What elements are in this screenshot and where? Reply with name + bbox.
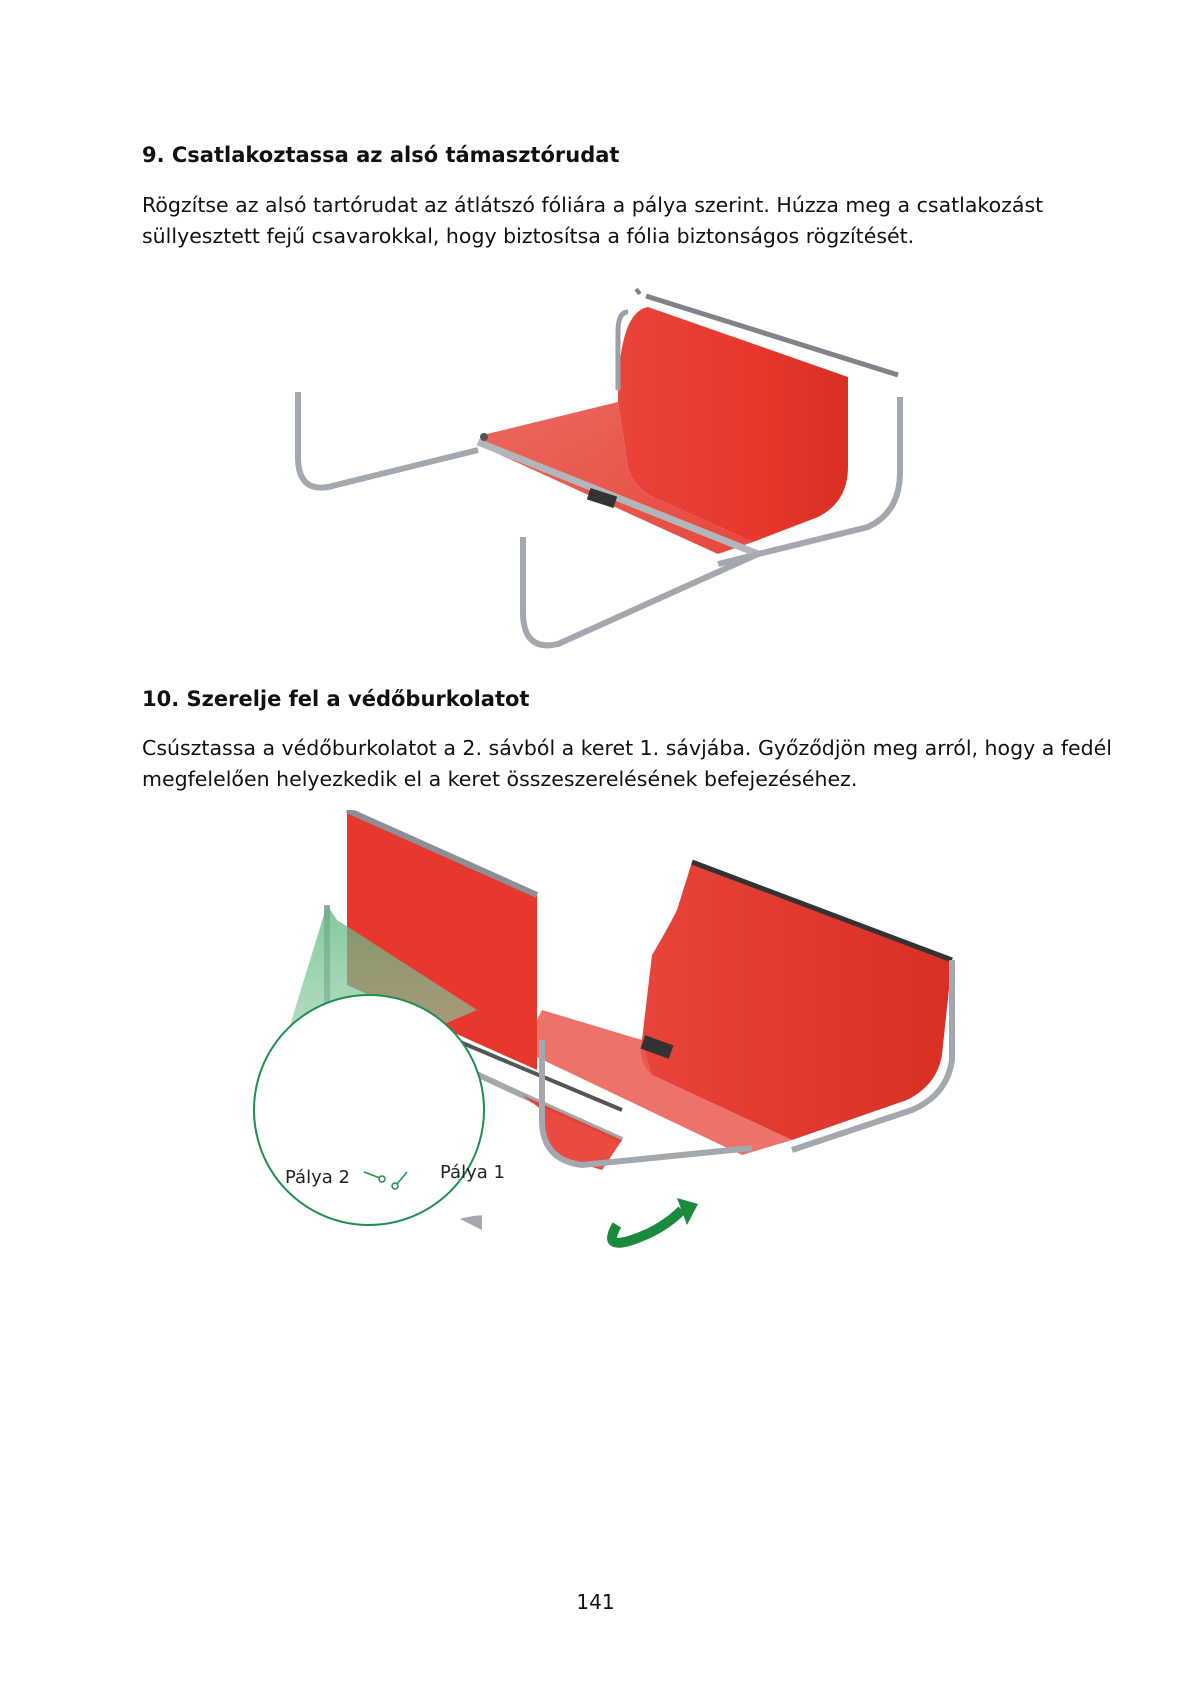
step10-line2: megfelelően helyezkedik el a keret összeszerelésének befejezéséhez. [142,767,858,791]
step9-heading: 9. Csatlakoztassa az alsó támasztórudat [142,143,620,167]
front-frame [523,537,758,645]
step10-line1: Csúsztassa a védőburkolatot a 2. sávból a keret 1. sávjába. Győződjön meg arról, hogy a fedél [142,736,1112,760]
left-frame [298,392,478,488]
step9-line1: Rögzítse az alsó tartórudat az átlátszó fóliára a pálya szerint. Húzza meg a csatlakozást [142,193,1044,217]
page-number: 141 [576,1590,615,1614]
detail-zoom-circle [254,995,484,1225]
track1-label: Pálya 1 [440,1162,505,1183]
slide-direction-arrow [612,1210,682,1243]
step9-line2: süllyesztett fejű csavarokkal, hogy biztosítsa a fólia biztonságos rögzítését. [142,224,915,248]
step9-instructions [142,190,1072,252]
bottom-support-bar-illustration [288,272,918,667]
track2-label: Pálya 2 [285,1167,350,1188]
step10-heading: 10. Szerelje fel a védőburkolatot [142,687,530,711]
protective-cover-illustration [222,810,962,1335]
step10-instructions [142,733,1112,795]
